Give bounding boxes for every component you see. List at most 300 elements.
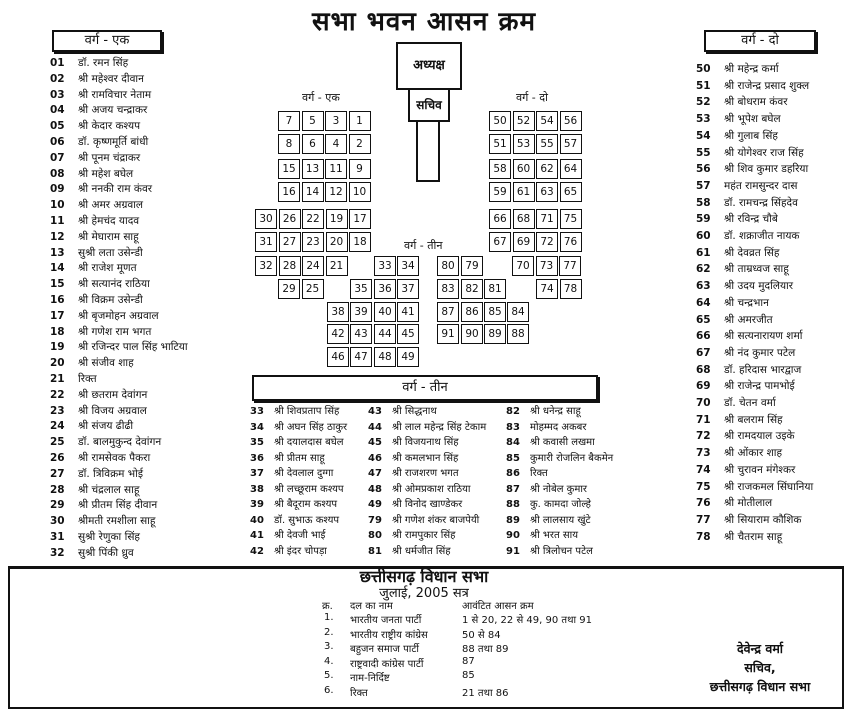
seat: 39 — [350, 302, 372, 322]
seat: 24 — [302, 256, 324, 276]
seat: 56 — [560, 111, 582, 131]
member-number: 32 — [50, 546, 65, 559]
member-number: 25 — [50, 436, 65, 449]
member-number: 21 — [50, 373, 65, 385]
group3-member-row — [250, 466, 333, 481]
seat: 45 — [397, 324, 419, 344]
member-number: 29 — [50, 499, 65, 512]
left-member-row — [50, 214, 139, 229]
member-number: 65 — [696, 313, 711, 326]
member-number: 24 — [50, 420, 65, 433]
seat: 38 — [327, 302, 349, 322]
member-name: सुश्री लता उसेन्डी — [78, 246, 143, 259]
footer-cell-sn: 3. — [324, 641, 334, 652]
left-member-row — [50, 167, 133, 182]
group1-list-header: वर्ग - एक — [52, 30, 162, 52]
member-name: श्री महेश बघेल — [78, 167, 134, 180]
seat: 40 — [374, 302, 396, 322]
right-member-row — [696, 62, 779, 77]
member-number: 43 — [368, 406, 382, 417]
seat: 5 — [302, 111, 324, 131]
group3-member-row — [250, 420, 347, 435]
signature-name: देवेन्द्र वर्मा — [736, 641, 784, 656]
member-name: श्री रामसेवक पैकरा — [78, 452, 151, 464]
left-member-row — [50, 388, 147, 403]
member-name: श्री चन्द्रभान — [724, 296, 769, 309]
member-name: डॉ. रामचन्द्र सिंहदेव — [724, 196, 798, 209]
group3-member-row — [506, 513, 591, 528]
member-number: 01 — [50, 57, 65, 69]
member-number: 70 — [696, 397, 711, 409]
seat: 4 — [325, 134, 347, 154]
seat: 11 — [325, 159, 347, 179]
member-number: 04 — [50, 104, 65, 117]
member-number: 50 — [696, 63, 711, 75]
member-number: 18 — [50, 325, 65, 338]
seat: 72 — [536, 232, 558, 252]
seat: 18 — [349, 232, 371, 252]
seat: 6 — [302, 134, 324, 154]
footer-cell-sn: 6. — [324, 684, 334, 696]
left-member-row — [50, 72, 144, 87]
group3-member-row — [368, 466, 459, 481]
page-title: सभा भवन आसन क्रम — [311, 7, 536, 37]
member-number: 88 — [506, 499, 520, 510]
member-name: डॉ. त्रिविक्रम भोई — [78, 467, 144, 480]
member-number: 13 — [50, 246, 65, 259]
member-number: 37 — [250, 468, 264, 479]
group3-member-row — [506, 451, 613, 466]
footer-col-party: दल का नाम — [350, 601, 393, 612]
member-number: 44 — [368, 421, 382, 433]
seat: 12 — [325, 182, 347, 202]
right-member-row — [696, 413, 783, 428]
member-number: 87 — [506, 483, 520, 495]
member-number: 84 — [506, 437, 520, 448]
seat: 23 — [302, 232, 324, 252]
member-name: श्री ताम्रध्वज साहू — [724, 263, 789, 276]
member-name: श्री देवजी भाई — [274, 530, 326, 541]
left-member-row — [50, 182, 152, 197]
seat: 1 — [349, 111, 371, 131]
seat: 76 — [560, 232, 582, 252]
member-number: 48 — [368, 483, 382, 495]
seat: 32 — [255, 256, 277, 276]
member-number: 77 — [696, 513, 711, 526]
member-number: 72 — [696, 430, 711, 443]
seat: 3 — [325, 111, 347, 131]
seat: 60 — [513, 159, 535, 179]
right-member-row — [696, 496, 772, 511]
left-member-row — [50, 546, 134, 561]
seat: 71 — [536, 209, 558, 229]
member-number: 60 — [696, 230, 711, 242]
right-member-row — [696, 379, 795, 394]
member-name: श्री अजय चन्द्राकर — [78, 104, 148, 117]
member-name: श्री कवासी लखमा — [530, 437, 595, 448]
member-name: श्री धर्मजीत सिंह — [392, 545, 451, 557]
member-name: श्री लच्छूराम कश्यप — [274, 483, 344, 495]
seat: 8 — [278, 134, 300, 154]
seat: 67 — [489, 232, 511, 252]
seat: 82 — [461, 279, 483, 299]
member-number: 66 — [696, 330, 711, 343]
member-name: सुश्री पिंकी ध्रुव — [78, 546, 134, 559]
footer-cell-party: रिक्त — [350, 687, 368, 699]
seat-group2-label: वर्ग - दो — [516, 91, 548, 104]
member-name: श्री योगेश्वर राज सिंह — [724, 146, 804, 159]
member-number: 23 — [50, 404, 65, 417]
member-name: श्री नंद कुमार पटेल — [724, 346, 796, 359]
right-member-row — [696, 329, 802, 344]
left-member-row — [50, 404, 147, 419]
right-member-row — [696, 396, 776, 411]
member-number: 28 — [50, 483, 65, 496]
seat: 2 — [349, 134, 371, 154]
member-number: 10 — [50, 199, 65, 212]
member-number: 74 — [696, 463, 711, 476]
seat: 86 — [461, 302, 483, 322]
member-name: श्री विक्रम उसेन्डी — [78, 294, 143, 306]
member-name: श्री ओमप्रकाश राठिया — [392, 483, 471, 495]
member-number: 68 — [696, 363, 711, 376]
member-name: श्री छतराम देवांगन — [78, 388, 148, 401]
seat: 57 — [560, 134, 582, 154]
left-member-row — [50, 56, 128, 71]
left-member-row — [50, 103, 147, 118]
right-member-row — [696, 95, 788, 110]
left-member-row — [50, 261, 137, 276]
seat: 83 — [437, 279, 459, 299]
group3-member-row — [506, 404, 581, 419]
member-name: श्री अमर अग्रवाल — [78, 199, 144, 212]
seat: 84 — [507, 302, 529, 322]
group3-member-row — [506, 466, 548, 481]
member-name: श्री संजीव शाह — [78, 357, 134, 370]
member-name: श्री नोबेल कुमार — [530, 483, 587, 495]
member-number: 02 — [50, 72, 65, 85]
member-name: डॉ. रमन सिंह — [78, 57, 129, 69]
member-number: 39 — [250, 499, 264, 510]
seat: 10 — [349, 182, 371, 202]
member-name: श्री राजकमल सिंघानिया — [724, 480, 814, 493]
member-name: कु. कामदा जोल्हे — [530, 499, 591, 510]
seat: 33 — [374, 256, 396, 276]
member-name: श्री मोतीलाल — [724, 497, 773, 510]
right-member-row — [696, 129, 778, 144]
group3-member-row — [250, 451, 325, 466]
secretary-podium: सचिव — [408, 88, 450, 122]
right-member-row — [696, 246, 779, 261]
member-name: श्री बोधराम कंवर — [724, 96, 788, 109]
right-member-row — [696, 212, 778, 227]
left-member-row — [50, 483, 139, 498]
member-number: 75 — [696, 480, 711, 493]
member-name: डॉ. बालमुकुन्द देवांगन — [78, 436, 162, 449]
group3-member-row — [250, 435, 344, 450]
member-name: श्री चैतराम साहू — [724, 530, 783, 543]
footer-cell-sn: 2. — [324, 626, 334, 638]
member-name: कुमारी रोजलिन बैकमेन — [530, 452, 614, 464]
seat: 22 — [302, 209, 324, 229]
left-member-row — [50, 372, 97, 387]
seat: 43 — [350, 324, 372, 344]
left-member-row — [50, 419, 133, 434]
seat: 63 — [536, 182, 558, 202]
member-name: श्री धनेन्द्र साहू — [530, 406, 581, 417]
member-number: 03 — [50, 88, 65, 101]
seat: 29 — [278, 279, 300, 299]
seat: 80 — [437, 256, 459, 276]
group3-member-row — [506, 420, 586, 435]
seat: 27 — [279, 232, 301, 252]
seat: 54 — [536, 111, 558, 131]
member-number: 16 — [50, 294, 65, 306]
member-name: श्री रामदयाल उइके — [724, 430, 795, 443]
seat-group1-label: वर्ग - एक — [302, 91, 340, 104]
left-member-row — [50, 498, 157, 513]
member-name: श्री लालसाय खुंटे — [530, 514, 591, 526]
group3-member-row — [250, 482, 344, 497]
member-name: श्री विजय अग्रवाल — [78, 404, 147, 417]
member-name: महंत रामसुन्दर दास — [724, 179, 798, 192]
member-name: श्री त्रिलोचन पटेल — [530, 545, 593, 557]
right-member-row — [696, 262, 789, 277]
member-name: श्री राजेन्द्र प्रसाद शुक्ल — [724, 79, 810, 92]
member-name: श्री प्रीतम साहू — [274, 452, 325, 464]
right-member-row — [696, 279, 793, 294]
group3-member-row — [250, 497, 337, 512]
member-number: 62 — [696, 263, 711, 276]
seat: 42 — [327, 324, 349, 344]
member-number: 59 — [696, 213, 711, 226]
footer-cell-seats: 87 — [462, 655, 475, 667]
member-name: श्री प्रीतम सिंह दीवान — [78, 499, 158, 512]
member-name: श्री ओंकार शाह — [724, 447, 783, 460]
member-number: 22 — [50, 388, 65, 401]
seat: 17 — [349, 209, 371, 229]
member-name: डॉ. हरिदास भारद्वाज — [724, 363, 802, 376]
seat: 64 — [560, 159, 582, 179]
seat: 25 — [302, 279, 324, 299]
seat: 59 — [489, 182, 511, 202]
member-number: 61 — [696, 246, 711, 259]
left-member-row — [50, 325, 151, 340]
footer-cell-sn: 5. — [324, 670, 334, 681]
member-number: 71 — [696, 413, 711, 426]
signature-title: सचिव, — [744, 660, 776, 675]
member-name: श्री महेश्वर दीवान — [78, 72, 144, 85]
member-number: 64 — [696, 296, 711, 309]
seat: 26 — [279, 209, 301, 229]
seat: 35 — [350, 279, 372, 299]
seat: 81 — [484, 279, 506, 299]
member-name: श्री गुलाब सिंह — [724, 129, 778, 142]
member-number: 36 — [250, 452, 264, 464]
left-member-row — [50, 246, 143, 261]
group3-member-row — [506, 482, 587, 497]
seat: 41 — [397, 302, 419, 322]
group3-member-row — [506, 435, 595, 450]
member-number: 55 — [696, 146, 711, 159]
member-number: 57 — [696, 179, 711, 192]
member-name: श्री राजशरण भगत — [392, 468, 459, 479]
member-number: 31 — [50, 531, 65, 543]
member-number: 42 — [250, 545, 264, 557]
member-number: 81 — [368, 545, 382, 557]
seat: 78 — [560, 279, 582, 299]
member-number: 41 — [250, 530, 264, 541]
member-number: 33 — [250, 406, 264, 417]
member-name: डॉ. कृष्णमूर्ति बांधी — [78, 136, 149, 148]
member-name: श्री रविन्द्र चौबे — [724, 213, 778, 226]
member-name: मोहम्मद अकबर — [530, 421, 587, 433]
seat: 13 — [302, 159, 324, 179]
seat: 66 — [489, 209, 511, 229]
left-member-row — [50, 151, 140, 166]
member-number: 67 — [696, 346, 711, 359]
seat: 70 — [512, 256, 534, 276]
group3-member-row — [368, 513, 479, 528]
member-name: श्री अघन सिंह ठाकुर — [274, 421, 348, 433]
member-number: 07 — [50, 151, 65, 164]
member-name: श्री सियाराम कौशिक — [724, 513, 802, 526]
right-member-row — [696, 146, 804, 161]
member-number: 14 — [50, 262, 65, 275]
member-number: 76 — [696, 497, 711, 510]
member-number: 63 — [696, 280, 711, 293]
group3-member-row — [250, 528, 325, 543]
member-name: श्री चंद्रलाल साहू — [78, 483, 140, 496]
member-name: श्री विनोद खाण्डेकर — [392, 499, 463, 510]
member-number: 47 — [368, 468, 382, 479]
member-number: 38 — [250, 483, 264, 495]
group3-member-row — [368, 544, 451, 559]
left-member-row — [50, 88, 151, 103]
member-number: 34 — [250, 421, 264, 433]
left-member-row — [50, 467, 143, 482]
member-name: डॉ. चेतन वर्मा — [724, 397, 776, 409]
member-name: श्री महेन्द्र कर्मा — [724, 63, 779, 75]
group3-member-row — [368, 404, 437, 419]
member-number: 09 — [50, 183, 65, 196]
left-member-row — [50, 293, 143, 308]
member-number: 82 — [506, 406, 520, 417]
member-number: 11 — [50, 215, 65, 227]
member-number: 06 — [50, 136, 65, 148]
seat: 52 — [513, 111, 535, 131]
footer-cell-party: राष्ट्रवादी कांग्रेस पार्टी — [350, 658, 424, 670]
member-number: 86 — [506, 468, 520, 479]
member-name: श्री शिवप्रताप सिंह — [274, 406, 340, 417]
member-name: श्री दयालदास बघेल — [274, 437, 344, 448]
seat: 68 — [513, 209, 535, 229]
right-member-row — [696, 313, 773, 328]
footer-cell-party: बहुजन समाज पार्टी — [350, 644, 419, 655]
group2-list-header: वर्ग - दो — [704, 30, 816, 52]
member-number: 15 — [50, 278, 65, 291]
member-number: 51 — [696, 79, 711, 92]
member-name: श्री सत्यानंद राठिया — [78, 278, 150, 291]
member-name: श्री अमरजीत — [724, 313, 773, 326]
right-member-row — [696, 446, 782, 461]
seat: 44 — [374, 324, 396, 344]
member-name: श्री मेघाराम साहू — [78, 230, 139, 243]
right-member-row — [696, 513, 801, 528]
footer-cell-party: भारतीय जनता पार्टी — [350, 615, 422, 626]
member-name: डॉ. सुभाऊ कश्यप — [274, 514, 340, 526]
group3-member-row — [368, 420, 486, 435]
right-member-row — [696, 179, 797, 194]
seat: 87 — [437, 302, 459, 322]
member-name: श्री रामविचार नेताम — [78, 88, 152, 101]
member-name: श्री कमलभान सिंह — [392, 452, 459, 464]
left-member-row — [50, 514, 155, 529]
member-number: 49 — [368, 499, 382, 510]
group3-member-row — [506, 497, 591, 512]
right-member-row — [696, 463, 795, 478]
footer-cell-seats: 88 तथा 89 — [462, 644, 509, 655]
seat: 91 — [437, 324, 459, 344]
footer-cell-seats: 50 से 84 — [462, 629, 501, 641]
group3-list-header: वर्ग - तीन — [252, 375, 598, 401]
seat: 21 — [326, 256, 348, 276]
seat: 46 — [327, 347, 349, 367]
member-number: 69 — [696, 380, 711, 393]
group3-member-row — [368, 451, 458, 466]
right-member-row — [696, 79, 809, 94]
footer-subtitle: जुलाई, 2005 सत्र — [379, 586, 469, 601]
member-number: 35 — [250, 437, 264, 448]
group3-member-row — [250, 404, 339, 419]
seat: 51 — [489, 134, 511, 154]
member-number: 26 — [50, 452, 65, 464]
right-member-row — [696, 530, 782, 545]
member-number: 27 — [50, 467, 65, 480]
seat: 30 — [255, 209, 277, 229]
member-name: श्री ननकी राम कंवर — [78, 183, 153, 196]
member-number: 05 — [50, 120, 65, 133]
footer-cell-seats: 1 से 20, 22 से 49, 90 तथा 91 — [462, 615, 592, 626]
left-member-row — [50, 356, 134, 371]
member-number: 45 — [368, 437, 382, 448]
seat: 19 — [326, 209, 348, 229]
member-number: 90 — [506, 530, 520, 541]
member-number: 19 — [50, 341, 65, 354]
member-number: 46 — [368, 452, 382, 464]
left-member-row — [50, 309, 159, 324]
member-name: श्री पूनम चंद्राकर — [78, 151, 141, 164]
seat: 77 — [559, 256, 581, 276]
member-number: 73 — [696, 447, 711, 460]
member-name: श्री हेमचंद यादव — [78, 215, 140, 227]
right-member-row — [696, 162, 808, 177]
footer-cell-seats: 21 तथा 86 — [462, 687, 509, 699]
group3-member-row — [250, 544, 327, 559]
right-member-row — [696, 229, 799, 244]
seat: 28 — [279, 256, 301, 276]
member-name: श्री गणेश शंकर बाजपेयी — [392, 514, 480, 526]
right-member-row — [696, 480, 813, 495]
left-member-row — [50, 198, 143, 213]
seat: 14 — [302, 182, 324, 202]
member-number: 85 — [506, 452, 520, 464]
left-member-row — [50, 451, 150, 466]
left-member-row — [50, 119, 140, 134]
footer-cell-party: भारतीय राष्ट्रीय कांग्रेस — [350, 629, 428, 641]
seat: 69 — [513, 232, 535, 252]
speaker-podium: अध्यक्ष — [396, 42, 462, 90]
